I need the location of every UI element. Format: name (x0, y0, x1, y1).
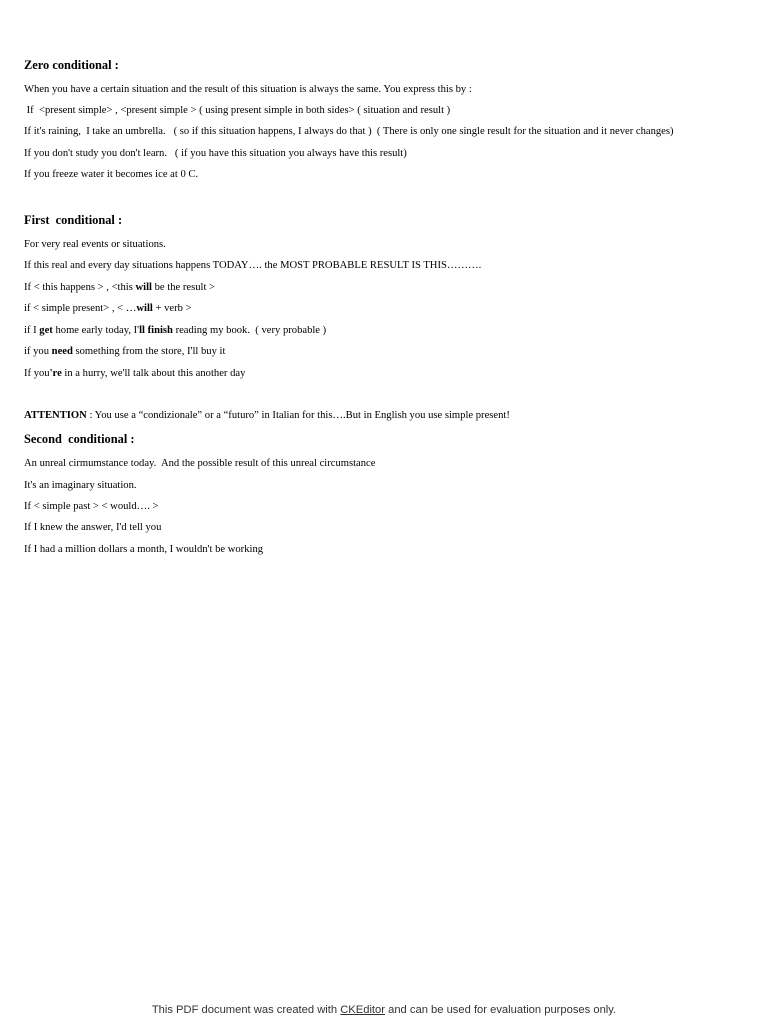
second-line-2: It's an imaginary situation. (24, 480, 137, 491)
ckeditor-link[interactable]: CKEditor (340, 1004, 385, 1016)
second-line-3: If < simple past > < would…. > (24, 501, 159, 512)
zero-line-3: If it's raining, I take an umbrella. ( so if this situation happens, I always do that ) ( There is only one single result for the situation and it never changes) (24, 126, 674, 137)
zero-line-4: If you don't study you don't learn. ( if you have this situation you always have this result) (24, 148, 407, 159)
attention-note: ATTENTION : You use a “condizionale” or a “futuro” in Italian for this….But in English you use simple present! (24, 410, 510, 421)
zero-line-1: When you have a certain situation and the result of this situation is always the same. You express this by : (24, 84, 472, 95)
first-conditional-heading: First conditional : (24, 213, 123, 227)
zero-line-5: If you freeze water it becomes ice at 0 C. (24, 169, 199, 180)
first-line-6: if you need something from the store, I'll buy it (24, 346, 226, 357)
first-line-2: If this real and every day situations happens TODAY…. the MOST PROBABLE RESULT IS THIS………. (24, 260, 482, 271)
second-line-4: If I knew the answer, I'd tell you (24, 522, 162, 533)
zero-line-2: If <present simple> , <present simple > ( using present simple in both sides> ( situation and result ) (24, 105, 451, 116)
first-line-7: If you're in a hurry, we'll talk about this another day (24, 368, 246, 379)
second-line-5: If I had a million dollars a month, I wouldn't be working (24, 544, 264, 555)
second-line-1: An unreal cirmumstance today. And the possible result of this unreal circumstance (24, 458, 376, 469)
zero-conditional-heading: Zero conditional : (24, 58, 119, 72)
pdf-footer-notice: This PDF document was created with CKEditor and can be used for evaluation purposes only. (151, 1004, 617, 1016)
first-line-1: For very real events or situations. (24, 239, 166, 250)
attention-label: ATTENTION (24, 410, 87, 421)
first-line-4: if < simple present> , < …will + verb > (24, 303, 192, 314)
first-line-5: if I get home early today, I'll finish reading my book. ( very probable ) (24, 325, 327, 336)
first-line-3: If < this happens > , <this will be the result > (24, 282, 216, 293)
second-conditional-heading: Second conditional : (24, 432, 135, 446)
